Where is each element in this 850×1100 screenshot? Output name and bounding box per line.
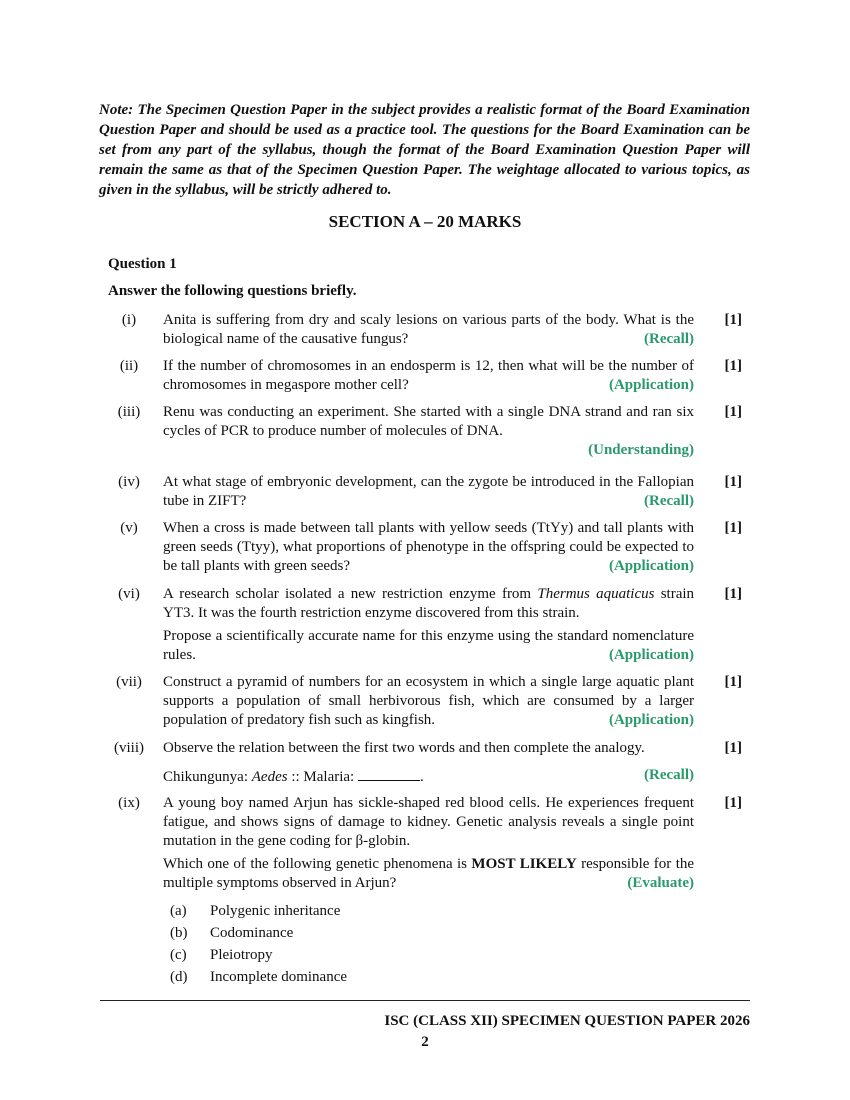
question-item-vi (108, 585, 750, 665)
page-number: 2 (421, 1034, 429, 1050)
cognitive-tag: (Application) (608, 377, 694, 393)
species-name: Thermus aquaticus (537, 586, 655, 602)
option-c (170, 947, 273, 964)
question-item-iv (108, 473, 750, 511)
item-marks: [1] (724, 358, 742, 374)
item-marks: [1] (724, 674, 742, 690)
analogy-right: :: Malaria: (291, 769, 355, 785)
option-a (170, 903, 340, 920)
option-text: Polygenic inheritance (210, 903, 341, 919)
item-marks: [1] (724, 520, 742, 536)
question-item-viii: (viii) [1] Observe the relation between the first two words and then complete the analogy. Chikungunya: Aedes :: Malaria: . (Recall) (108, 739, 750, 787)
option-text: Pleiotropy (210, 947, 273, 963)
analogy-vector: Aedes (251, 769, 288, 785)
item-text: If the number of chromosomes in an endosperm is 12, then what will be the number of chromosomes in megaspore mother cell? (163, 358, 694, 393)
question-item-ix (108, 794, 750, 893)
item-number: (iv) (118, 474, 140, 490)
item-text-2-cont: responsible for the multiple symptoms observed in Arjun? (163, 856, 695, 891)
item-number: (i) (121, 312, 137, 328)
question-item-ii (108, 357, 750, 395)
footer-title: ISC (CLASS XII) SPECIMEN QUESTION PAPER 2026 (384, 1013, 750, 1029)
cognitive-tag: (Recall) (644, 767, 694, 783)
item-marks: [1] (724, 586, 742, 602)
item-text: A research scholar isolated a new restriction enzyme from (163, 586, 532, 602)
item-marks: [1] (724, 795, 742, 811)
question-label: Question 1 (108, 256, 177, 272)
section-title: SECTION A – 20 MARKS (328, 212, 522, 231)
question-instruction: Answer the following questions briefly. (108, 283, 357, 299)
question-item-iii (108, 403, 750, 460)
item-number: (viii) (114, 740, 144, 756)
option-text: Codominance (210, 925, 294, 941)
option-b (170, 925, 293, 942)
item-text: Observe the relation between the first two words and then complete the analogy. (163, 740, 645, 756)
question-item-v (108, 519, 750, 576)
item-number: (iii) (117, 404, 141, 420)
item-text: Anita is suffering from dry and scaly lesions on various parts of the body. What is the biological name of the causative fungus? (163, 312, 694, 347)
cognitive-tag: (Evaluate) (627, 875, 694, 891)
emphasis-text: MOST LIKELY (471, 856, 577, 872)
item-text: At what stage of embryonic development, can the zygote be introduced in the Fallopian tube in ZIFT? (163, 474, 694, 509)
cognitive-tag: (Recall) (644, 493, 694, 509)
item-text: Renu was conducting an experiment. She started with a single DNA strand and ran six cycles of PCR to produce number of molecules of DNA. (163, 404, 694, 439)
item-number: (vi) (118, 586, 140, 602)
item-text-cont: strain YT3. It was the fourth restriction enzyme discovered from this strain. (163, 586, 695, 621)
option-label: (b) (170, 925, 188, 941)
option-label: (d) (170, 969, 188, 985)
item-number: (vii) (116, 674, 142, 690)
footer-divider (100, 1000, 750, 1001)
item-marks: [1] (724, 312, 742, 328)
option-text: Incomplete dominance (210, 969, 348, 985)
item-marks: [1] (724, 474, 742, 490)
item-text: A young boy named Arjun has sickle-shaped red blood cells. He experiences frequent fatigue, and shows signs of damage to kidney. Genetic analysis reveals a single point mutation in the gene coding for β-globin. (163, 795, 694, 849)
item-number: (v) (120, 520, 138, 536)
item-marks: [1] (724, 740, 742, 756)
item-text-2: Which one of the following genetic phenomena is (163, 856, 467, 872)
cognitive-tag: (Recall) (644, 331, 694, 347)
cognitive-tag: (Understanding) (588, 442, 694, 458)
answer-blank (358, 766, 420, 781)
option-d (170, 969, 347, 986)
analogy-left: Chikungunya: (163, 769, 248, 785)
question-item-i (108, 311, 750, 349)
option-label: (a) (170, 903, 187, 919)
item-text: Construct a pyramid of numbers for an ecosystem in which a single large aquatic plant supports a population of small herbivorous fish, which are consumed by a larger population of predatory fish such as kingfish. (163, 674, 694, 728)
cognitive-tag: (Application) (608, 558, 694, 574)
option-label: (c) (170, 947, 187, 963)
cognitive-tag: (Application) (608, 712, 694, 728)
item-text: When a cross is made between tall plants with yellow seeds (TtYy) and tall plants with green seeds (Ttyy), what proportions of phenotype in the offspring could be expected to be tall plants with green seeds? (163, 520, 694, 574)
item-marks: [1] (724, 404, 742, 420)
cognitive-tag: (Application) (608, 647, 694, 663)
item-number: (ii) (119, 358, 139, 374)
item-number: (ix) (118, 795, 140, 811)
item-text-2: Propose a scientifically accurate name for this enzyme using the standard nomenclature rules. (163, 628, 694, 663)
question-item-vii (108, 673, 750, 730)
specimen-note: Note: The Specimen Question Paper in the subject provides a realistic format of the Board Examination Question Paper and should be used as a practice tool. The questions for the Board Examination can be set from any part of the syllabus, though the format of the Board Examination Question Paper will remain the same as that of the Specimen Question Paper. The weightage allocated to various topics, as given in the syllabus, will be strictly adhered to. (99, 102, 750, 198)
